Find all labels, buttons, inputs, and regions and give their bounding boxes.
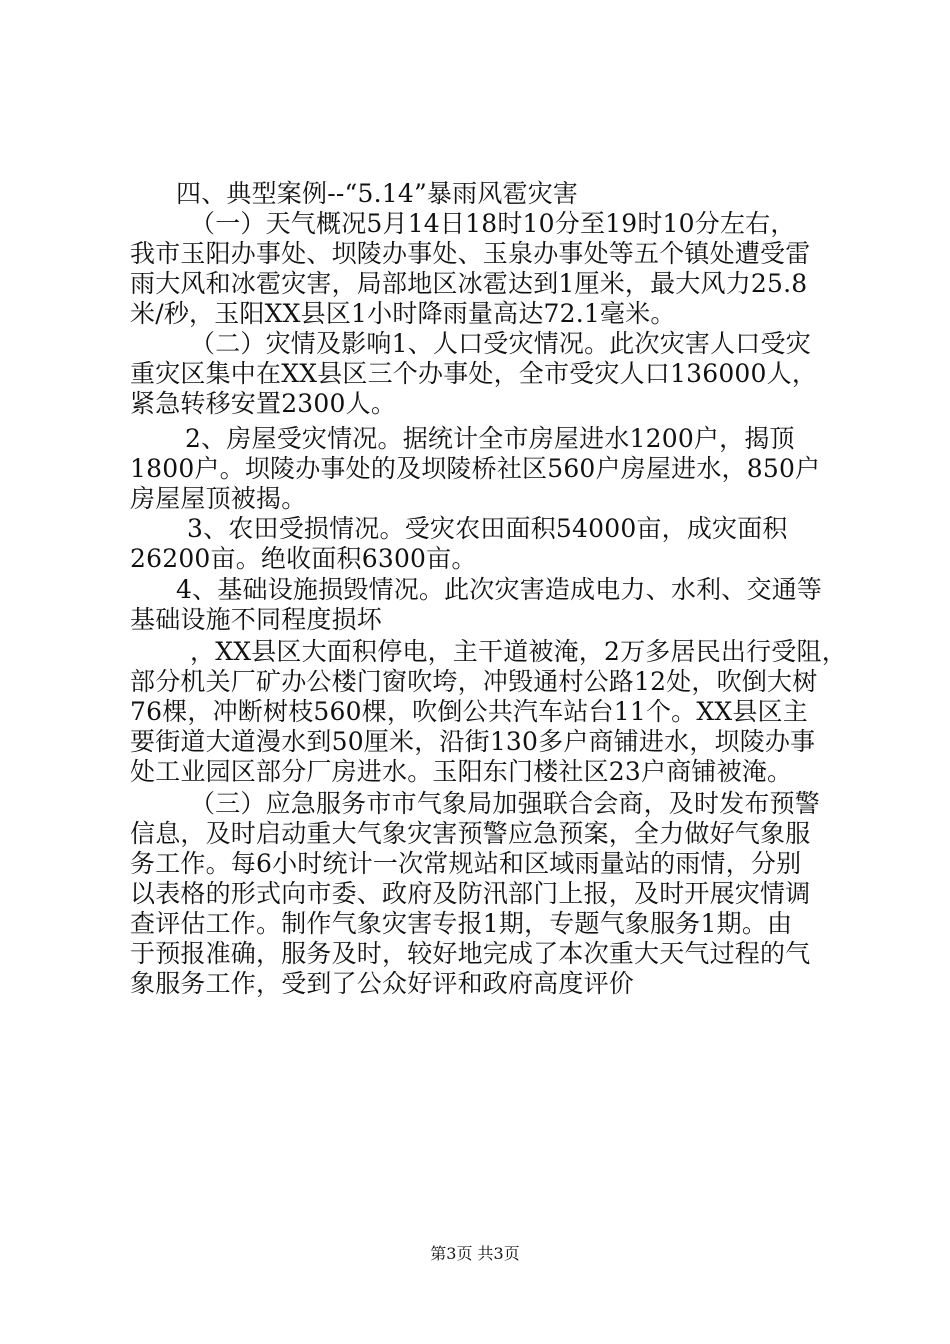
paragraph-line: 3、农田受损情况。受灾农田面积54000亩，成灾面积 (187, 514, 788, 543)
paragraph-line: （一）天气概况5月14日18时10分至19时10分左右， (190, 209, 796, 238)
paragraph-line: 以表格的形式向市委、政府及防汛部门上报，及时开展灾情调 (130, 879, 811, 908)
paragraph-line: 1800户。坝陵办事处的及坝陵桥社区560户房屋进水，850户 (130, 454, 821, 483)
paragraph-line: ，XX县区大面积停电，主干道被淹，2万多居民出行受阻， (190, 637, 847, 666)
paragraph-line: 我市玉阳办事处、坝陵办事处、玉泉办事处等五个镇处遭受雷 (130, 239, 811, 268)
paragraph-line: 基础设施不同程度损坏 (130, 605, 383, 634)
paragraph-line: 2、房屋受灾情况。据统计全市房屋进水1200户，揭顶 (185, 424, 795, 453)
paragraph-line: 76棵，冲断树枝560棵，吹倒公共汽车站台11个。XX县区主 (130, 697, 808, 726)
paragraph-line: 米/秒，玉阳XX县区1小时降雨量高达72.1毫米。 (130, 299, 676, 328)
paragraph-line: （二）灾情及影响1、人口受灾情况。此次灾害人口受灾 (190, 329, 811, 358)
paragraph-line: （三）应急服务市市气象局加强联合会商，及时发布预警 (190, 789, 821, 818)
paragraph-line: 26200亩。绝收面积6300亩。 (130, 544, 477, 573)
paragraph-line: 房屋屋顶被揭。 (130, 484, 307, 513)
paragraph-line: 信息，及时启动重大气象灾害预警应急预案，全力做好气象服 (130, 819, 811, 848)
paragraph-line: 雨大风和冰雹灾害，局部地区冰雹达到1厘米，最大风力25.8 (130, 269, 808, 298)
paragraph-line: 务工作。每6小时统计一次常规站和区域雨量站的雨情，分别 (130, 849, 802, 878)
paragraph-line: 部分机关厂矿办公楼门窗吹垮，冲毁通村公路12处，吹倒大树 (130, 667, 818, 696)
paragraph-line: 处工业园区部分厂房进水。玉阳东门楼社区23户商铺被淹。 (130, 757, 793, 786)
paragraph-line: 紧急转移安置2300人。 (130, 389, 397, 418)
paragraph-line: 象服务工作，受到了公众好评和政府高度评价 (130, 969, 635, 998)
paragraph-line: 要街道大道漫水到50厘米，沿街130多户商铺进水，坝陵办事 (130, 727, 816, 756)
paragraph-line: 查评估工作。制作气象灾害专报1期，专题气象服务1期。由 (130, 909, 793, 938)
paragraph-line: 4、基础设施损毁情况。此次灾害造成电力、水利、交通等 (176, 575, 823, 604)
section-heading: 四、典型案例--“5.14”暴雨风雹灾害 (176, 179, 579, 208)
page-number-footer: 第3页 共3页 (430, 1244, 520, 1263)
paragraph-line: 重灾区集中在XX县区三个办事处，全市受灾人口136000人， (130, 359, 818, 388)
paragraph-line: 于预报准确，服务及时，较好地完成了本次重大天气过程的气 (130, 939, 811, 968)
